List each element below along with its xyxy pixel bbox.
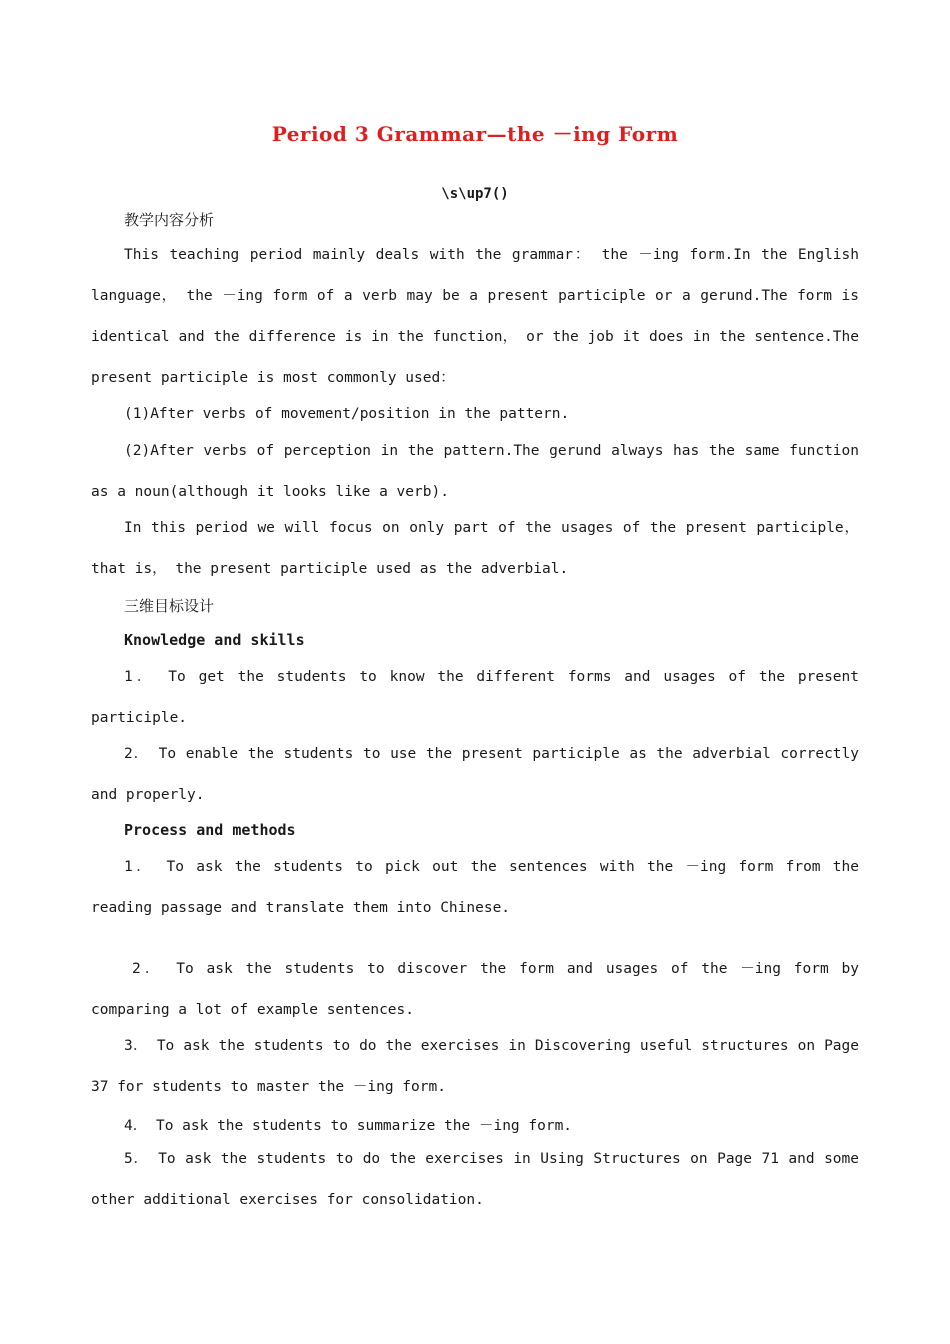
- process-item-1: 1． To ask the students to pick out the sentences with the －ing form from the reading passage and translate them into Chinese.: [91, 859, 859, 916]
- analysis-item-1: (1)After verbs of movement/position in the pattern.: [124, 406, 570, 422]
- process-item-5: 5． To ask the students to do the exercises in Using Structures on Page 71 and some other additional exercises for consolidation.: [91, 1151, 859, 1208]
- process-item-2: 2． To ask the students to discover the form and usages of the －ing form by comparing a lot of example sentences.: [91, 961, 859, 1018]
- process-heading: Process and methods: [124, 821, 296, 839]
- knowledge-heading: Knowledge and skills: [124, 631, 305, 649]
- analysis-paragraph-2: In this period we will focus on only part of the usages of the present participle， that is， the present participle used as the adverbial.: [91, 520, 859, 577]
- analysis-item-2: (2)After verbs of perception in the pattern.The gerund always has the same function as a noun(although it looks like a verb).: [91, 443, 859, 500]
- goals-heading: 三维目标设计: [124, 597, 215, 615]
- knowledge-item-2: 2． To enable the students to use the present participle as the adverbial correctly and properly.: [91, 746, 859, 803]
- process-item-3: 3． To ask the students to do the exercises in Discovering useful structures on Page 37 for students to master the －ing form.: [91, 1038, 859, 1095]
- process-item-4: 4． To ask the students to summarize the －ing form.: [124, 1118, 573, 1134]
- analysis-paragraph-1: This teaching period mainly deals with the grammar： the －ing form.In the English language， the －ing form of a verb may be a present participle or a gerund.The form is identical and the difference is in the function， or the job it does in the sentence.The present participle is most commonly used：: [91, 247, 859, 386]
- page-subtitle: \s\up7(): [441, 186, 509, 202]
- page-title: Period 3 Grammar—the －ing Form: [271, 122, 679, 146]
- knowledge-item-1: 1． To get the students to know the different forms and usages of the present participle.: [91, 669, 859, 726]
- analysis-heading: 教学内容分析: [124, 211, 215, 229]
